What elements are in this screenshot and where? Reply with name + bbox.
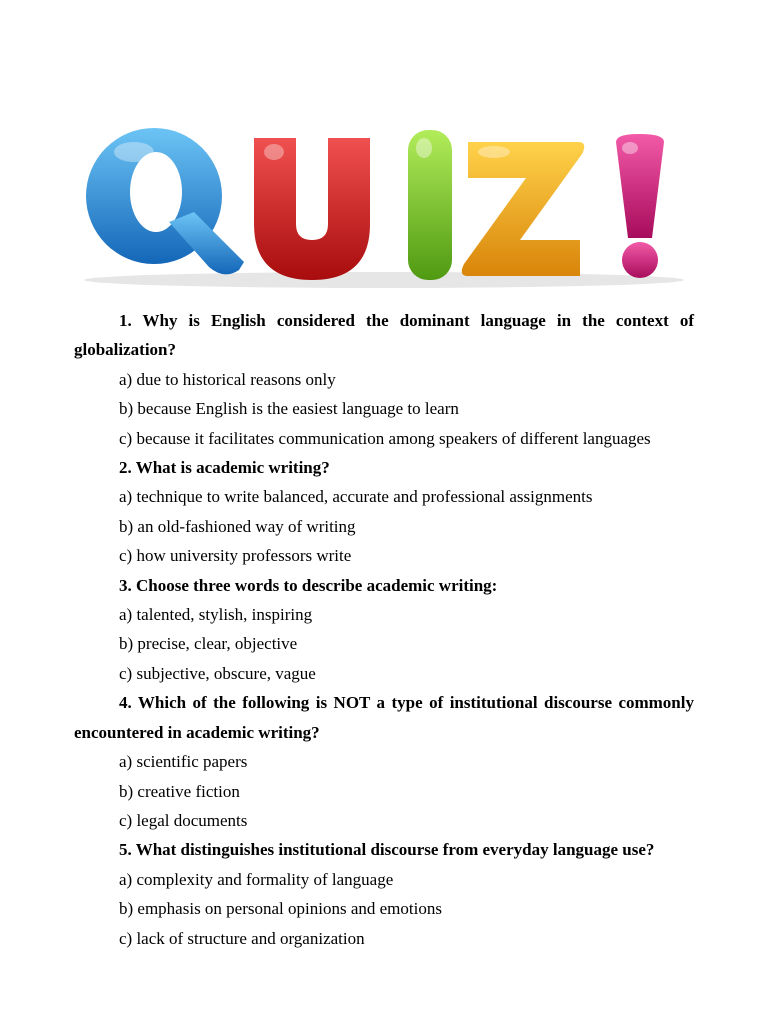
answer-option: b) an old-fashioned way of writing xyxy=(119,516,356,536)
answer-option: b) because English is the easiest language to learn xyxy=(119,399,459,419)
answer-option: a) technique to write balanced, accurate and professional assignments xyxy=(119,487,593,507)
answer-option: c) lack of structure and organization xyxy=(119,928,365,948)
i-letter xyxy=(408,130,452,280)
question-2 xyxy=(74,453,694,571)
question-text: 2. What is academic writing? xyxy=(119,458,330,478)
answer-option: c) legal documents xyxy=(119,810,248,830)
answer-option: c) because it facilitates communication among speakers of different languages xyxy=(119,428,651,448)
u-letter xyxy=(254,138,370,280)
answer-option: b) creative fiction xyxy=(119,781,240,801)
question-text: 3. Choose three words to describe academic writing: xyxy=(119,575,498,595)
quiz-logo xyxy=(74,112,694,292)
answer-option: a) scientific papers xyxy=(119,752,248,772)
answer-option: a) due to historical reasons only xyxy=(119,369,336,389)
question-3 xyxy=(74,571,694,689)
answer-option: b) precise, clear, objective xyxy=(119,634,298,654)
question-text: 4. Which of the following is NOT a type of institutional discourse commonly encountered in academic writing? xyxy=(74,693,694,742)
exclamation-mark xyxy=(616,134,664,278)
question-text: 1. Why is English considered the dominant language in the context of globalization? xyxy=(74,311,694,360)
q-letter xyxy=(86,128,244,274)
answer-option: a) complexity and formality of language xyxy=(119,869,394,889)
z-letter xyxy=(462,142,585,276)
answer-option: a) talented, stylish, inspiring xyxy=(119,605,313,625)
question-5 xyxy=(74,835,694,953)
question-4 xyxy=(74,688,694,835)
answer-option: b) emphasis on personal opinions and emotions xyxy=(119,899,442,919)
question-text: 5. What distinguishes institutional discourse from everyday language use? xyxy=(119,840,655,860)
question-1 xyxy=(74,306,694,453)
answer-option: c) subjective, obscure, vague xyxy=(119,663,316,683)
quiz-banner xyxy=(74,112,694,292)
answer-option: c) how university professors write xyxy=(119,546,352,566)
quiz-content xyxy=(74,306,694,953)
